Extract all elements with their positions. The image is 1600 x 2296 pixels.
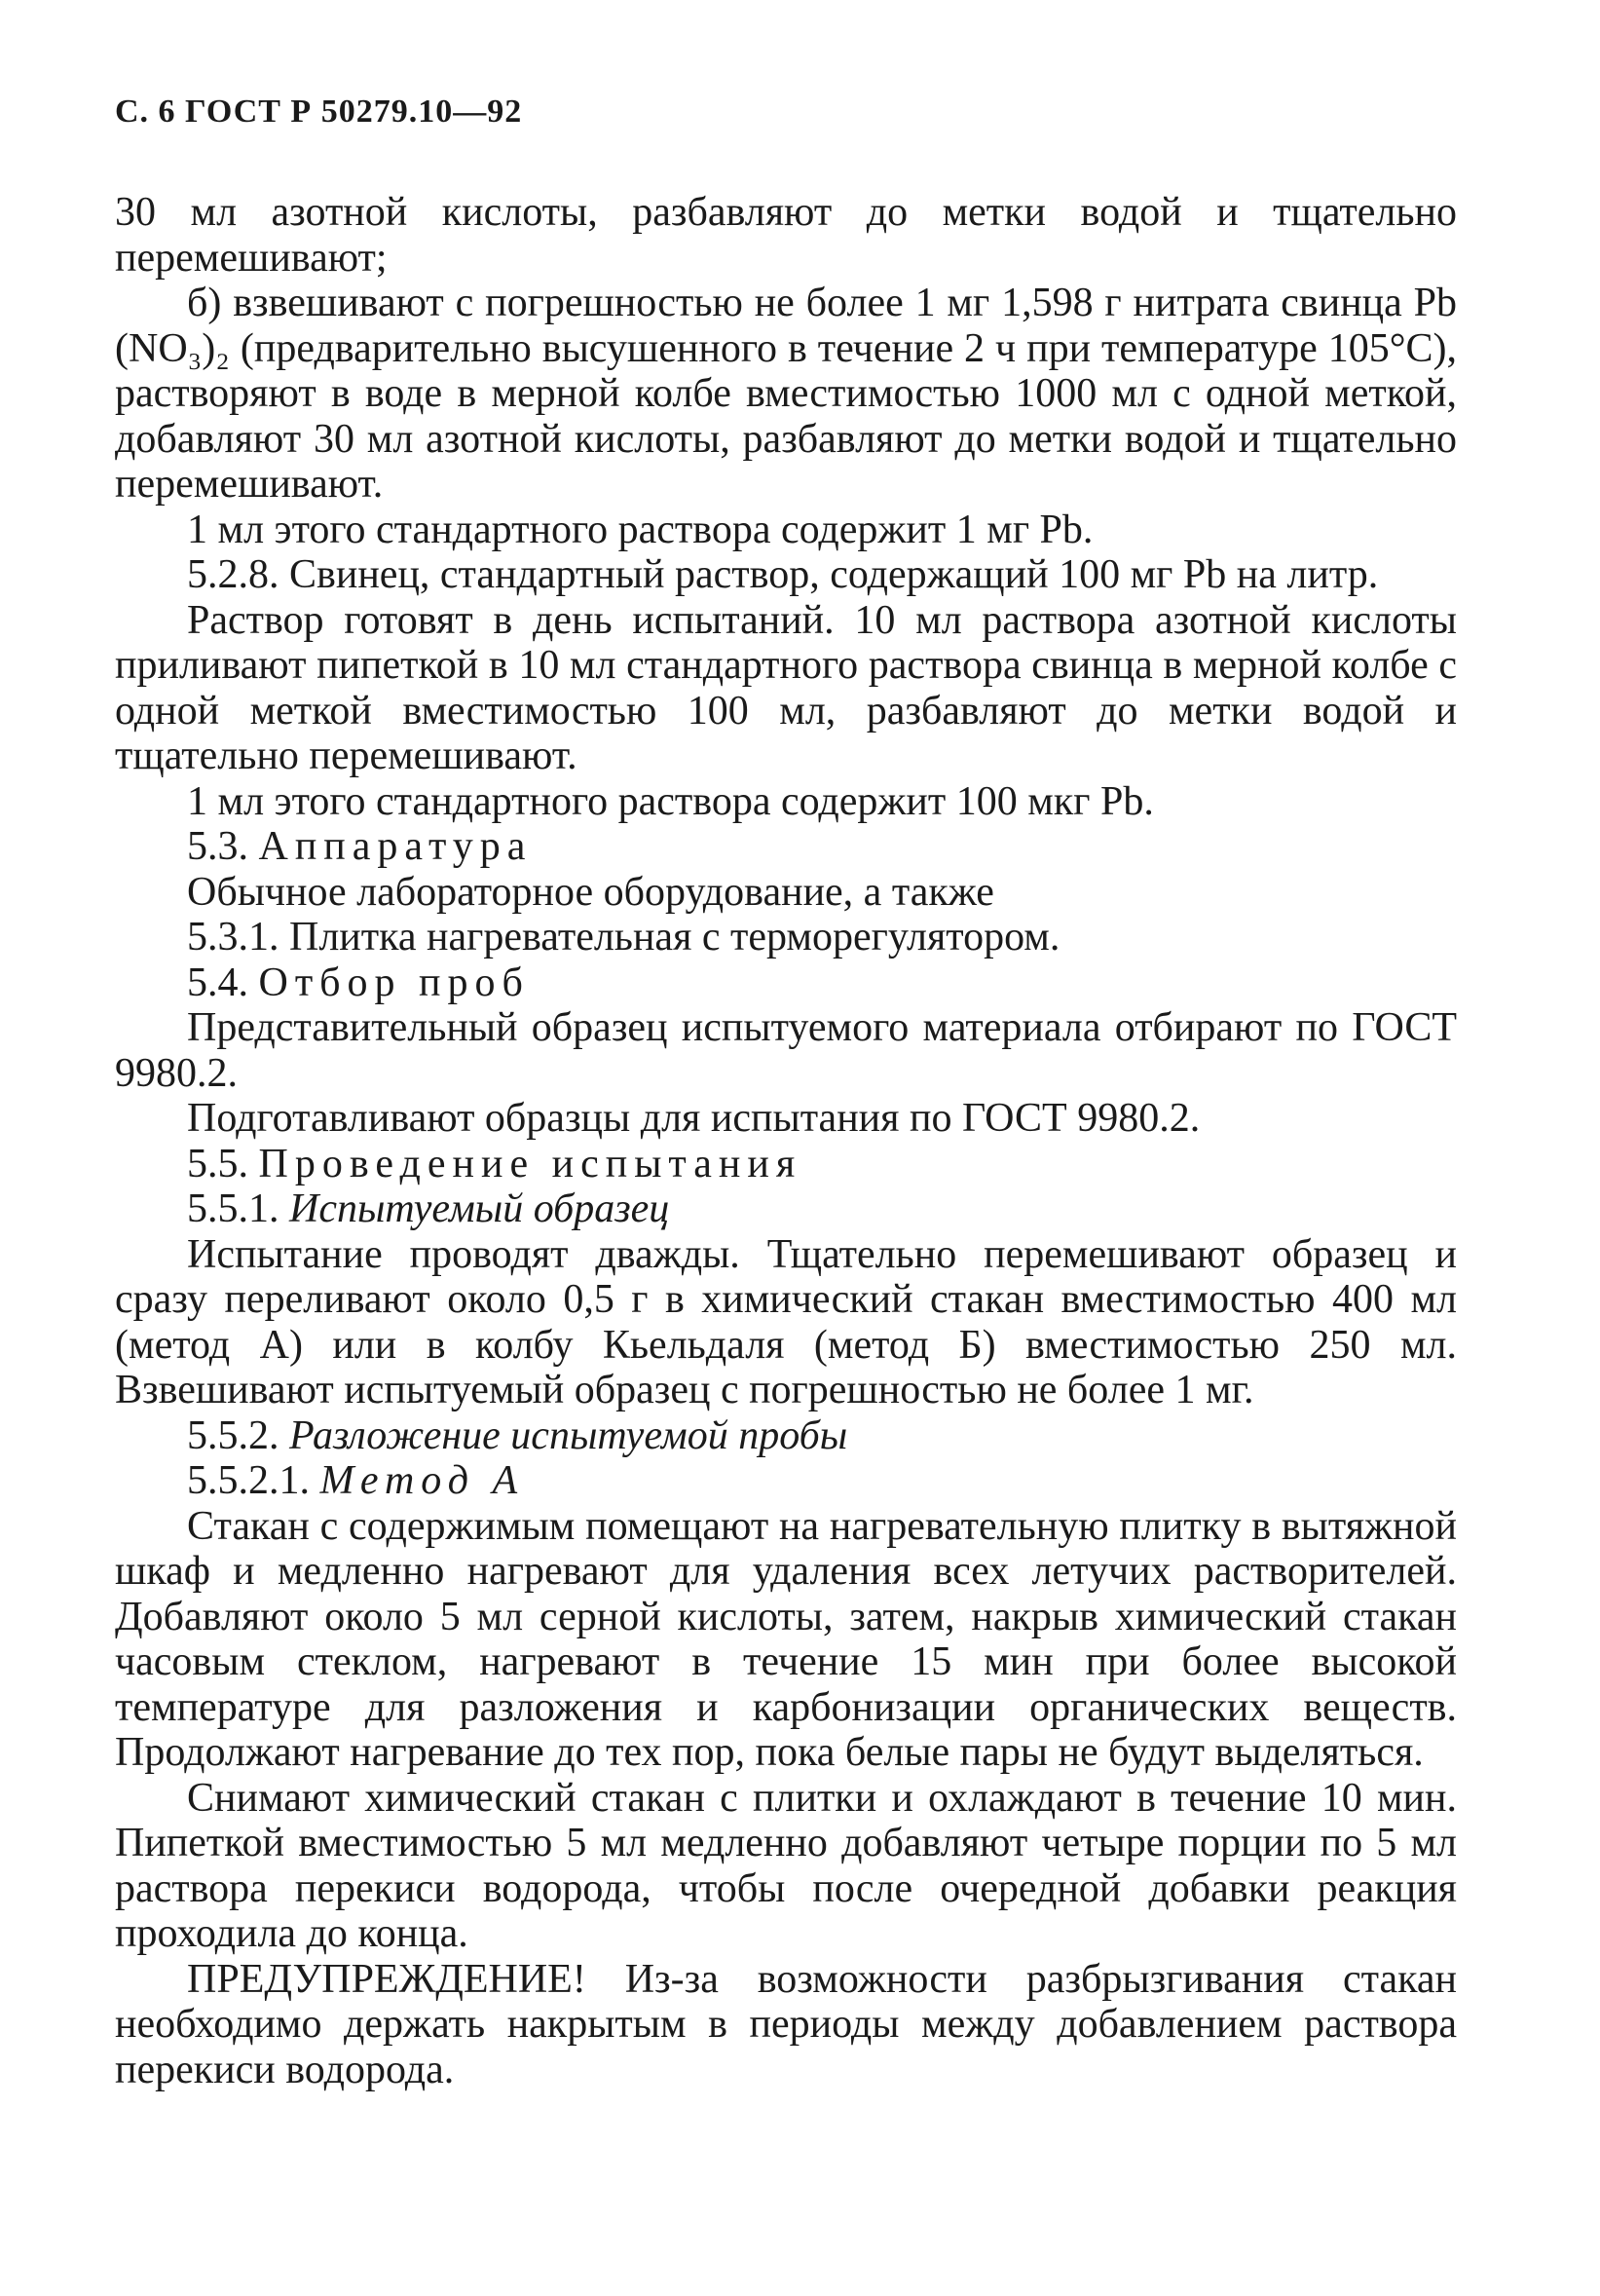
section-title: Проведение испытания (258, 1141, 802, 1186)
paragraph: Испытание проводят дважды. Тщательно перемешивают образец и сразу переливают около 0,5 г в химический стакан вместимостью 400 мл (метод А) или в колбу Кьельдаля (метод Б) вместимостью 250 мл. Взвешивают испытуемый образец с погрешностью не более 1 мг. (115, 1231, 1457, 1412)
paragraph: Представительный образец испытуемого материала отбирают по ГОСТ 9980.2. (115, 1005, 1457, 1096)
page-header: С. 6 ГОСТ Р 50279.10—92 (115, 94, 523, 130)
paragraph: 5.2.8. Свинец, стандартный раствор, содержащий 100 мг Pb на литр. (187, 552, 1379, 597)
subsection-heading (115, 1458, 1457, 1504)
paragraph: 1 мл этого стандартного раствора содержит 1 мг Pb. (187, 507, 1094, 552)
section-title: Разложение испытуемой пробы (289, 1412, 848, 1458)
document-body (115, 190, 1457, 2092)
section-number: 5.5.1. (187, 1186, 279, 1231)
section-title: Метод А (319, 1458, 525, 1503)
section-heading (115, 1142, 1457, 1187)
section-number: 5.3. (187, 824, 248, 869)
paragraph: 30 мл азотной кислоты, разбавляют до метки водой и тщательно перемешивают; (115, 190, 1457, 281)
paragraph: Подготавливают образцы для испытания по ГОСТ 9980.2. (187, 1096, 1201, 1141)
section-title: Аппаратура (258, 824, 533, 869)
paragraph: 5.3.1. Плитка нагревательная с терморегулятором. (187, 915, 1060, 960)
paragraph: Снимают химический стакан с плитки и охлаждают в течение 10 мин. Пипеткой вместимостью 5 мл медленно добавляют четыре порции по 5 мл раствора перекиси водорода, чтобы после очередной добавки реакция проходила до конца. (115, 1775, 1457, 1956)
paragraph: 1 мл этого стандартного раствора содержит 100 мкг Pb. (187, 778, 1154, 824)
section-heading (115, 824, 1457, 870)
section-title: Испытуемый образец (289, 1186, 670, 1231)
section-number: 5.5. (187, 1141, 248, 1186)
paragraph: б) взвешивают с погрешностью не более 1 мг 1,598 г нитрата свинца Pb (NO₃)₂ (предварительно высушенного в течение 2 ч при температуре 105°С), растворяют в воде в мерной колбе вместимостью 1000 мл с одной меткой, добавляют 30 мл азотной кислоты, разбавляют до метки водой и тщательно перемешивают. (115, 281, 1457, 507)
section-number: 5.5.2.1. (187, 1458, 310, 1503)
subsection-heading (115, 1413, 1457, 1459)
subsection-heading (115, 1186, 1457, 1232)
section-title: Отбор проб (258, 960, 530, 1005)
paragraph: Раствор готовят в день испытаний. 10 мл раствора азотной кислоты приливают пипеткой в 10 мл стандартного раствора свинца в мерной колбе с одной меткой вместимостью 100 мл, разбавляют до метки водой и тщательно перемешивают. (115, 597, 1457, 778)
section-number: 5.5.2. (187, 1412, 279, 1458)
section-number: 5.4. (187, 960, 248, 1005)
paragraph: Стакан с содержимым помещают на нагревательную плитку в вытяжной шкаф и медленно нагревают для удаления всех летучих растворителей. Добавляют около 5 мл серной кислоты, затем, накрыв химический стакан часовым стеклом, нагревают в течение 15 мин при более высокой температуре для разложения и карбонизации органических веществ. Продолжают нагревание до тех пор, пока белые пары не будут выделяться. (115, 1503, 1457, 1775)
paragraph: Обычное лабораторное оборудование, а также (187, 869, 994, 915)
section-heading (115, 960, 1457, 1006)
warning-paragraph: ПРЕДУПРЕЖДЕНИЕ! Из-за возможности разбрызгивания стакан необходимо держать накрытым в периоды между добавлением раствора перекиси водорода. (115, 1956, 1457, 2092)
